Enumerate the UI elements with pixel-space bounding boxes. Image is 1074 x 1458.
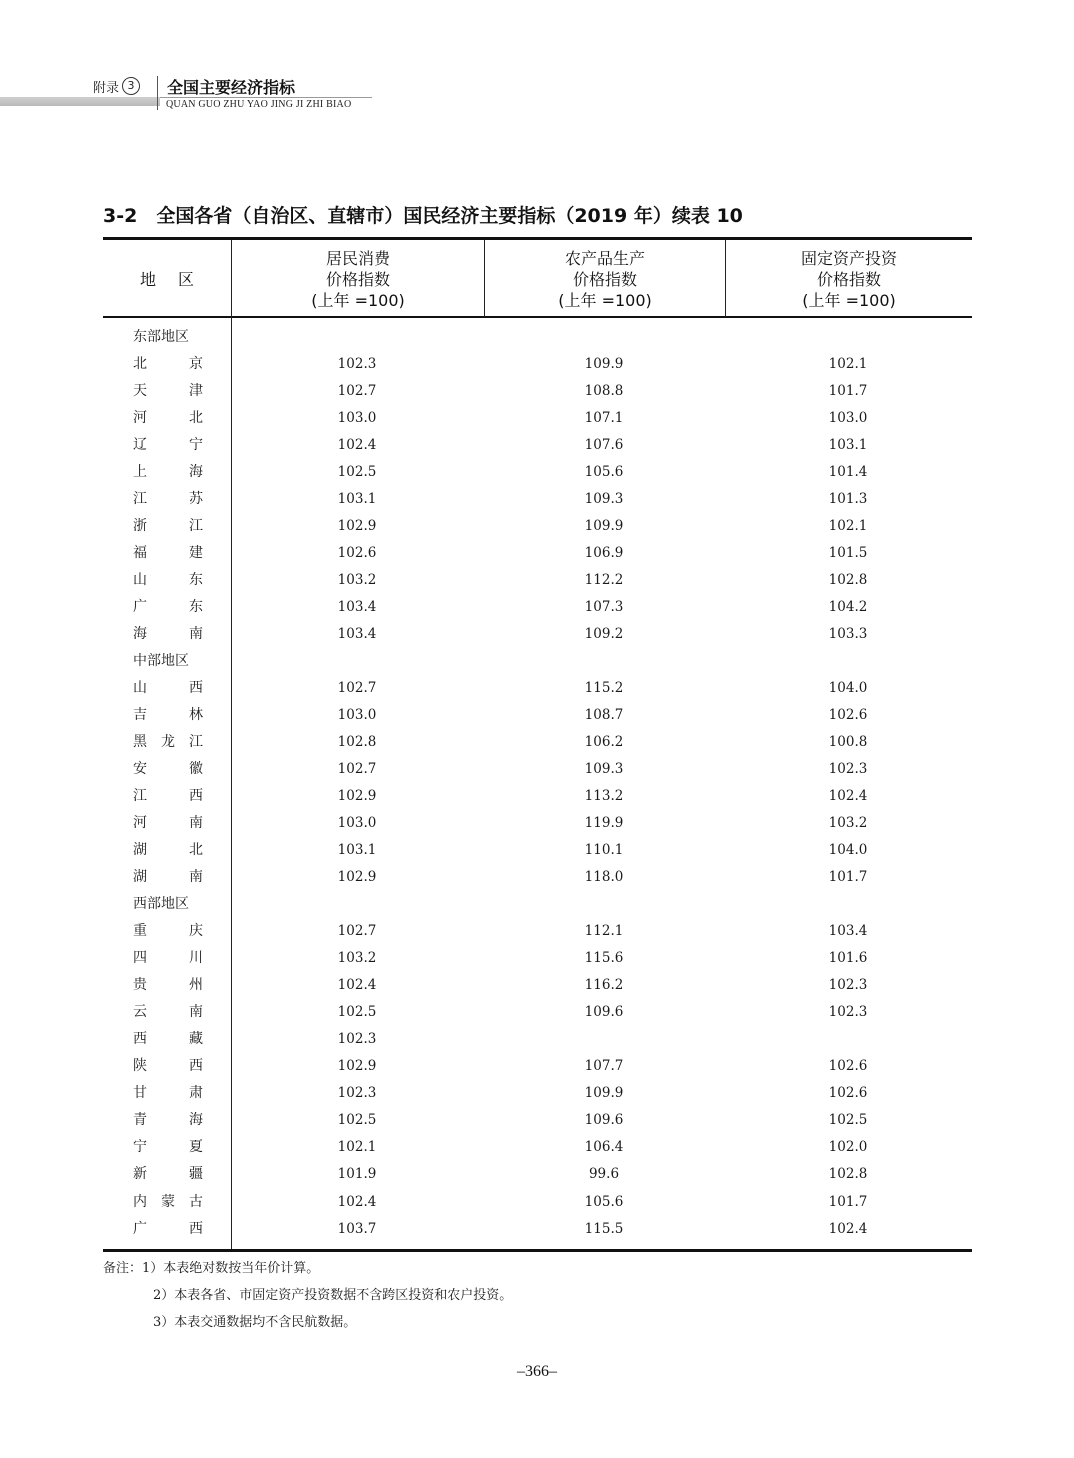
value-cell: 109.9	[584, 1085, 624, 1102]
value-cell: 118.0	[584, 869, 624, 886]
region-name-char: 海	[133, 626, 147, 643]
value-cell: 102.4	[828, 1220, 868, 1237]
table-row	[103, 810, 972, 837]
value-cell: 102.3	[337, 1085, 377, 1102]
region-name-char: 南	[189, 1004, 203, 1021]
table-row	[103, 486, 972, 513]
region-name-char: 内	[133, 1193, 147, 1210]
table-bottom-rule	[103, 1249, 972, 1252]
region-name	[133, 1107, 203, 1134]
running-header-title: 全国主要经济指标	[167, 78, 296, 97]
region-name-char: 上	[133, 464, 147, 481]
value-cell: 102.3	[828, 761, 868, 778]
value-cell: 103.1	[337, 842, 377, 859]
region-name-char: 中部地区	[133, 653, 189, 670]
region-name	[133, 351, 203, 378]
region-name	[133, 702, 203, 729]
note-line: 2）本表各省、市固定资产投资数据不含跨区投资和农户投资。	[153, 1288, 513, 1303]
region-name-char: 西	[189, 1058, 203, 1075]
region-name	[133, 621, 203, 648]
value-cell: 102.9	[337, 518, 377, 535]
region-name-char: 浙	[133, 518, 147, 535]
value-cell: 102.4	[337, 1193, 377, 1210]
table-top-rule	[103, 237, 972, 240]
region-name	[133, 810, 203, 837]
value-cell: 107.1	[584, 410, 624, 427]
table-title: 3-2 全国各省（自治区、直辖市）国民经济主要指标（2019 年）续表 10	[103, 205, 743, 227]
region-name-char: 天	[133, 383, 147, 400]
region-name	[133, 1026, 203, 1053]
region-name	[133, 648, 233, 675]
column-header-line: 农产品生产	[564, 248, 645, 268]
value-cell: 103.2	[337, 950, 377, 967]
column-header-line: (上年 =100)	[558, 290, 652, 310]
value-cell: 108.7	[584, 707, 624, 724]
region-name-char: 西	[189, 680, 203, 697]
region-name-char: 京	[189, 356, 203, 373]
region-name-char: 藏	[189, 1031, 203, 1048]
region-name	[133, 729, 203, 756]
value-cell: 109.9	[584, 356, 624, 373]
region-name-char: 古	[189, 1193, 203, 1210]
value-cell: 103.4	[337, 626, 377, 643]
value-cell: 101.7	[828, 1193, 868, 1210]
value-cell: 101.9	[337, 1166, 377, 1183]
table-row	[103, 540, 972, 567]
value-cell: 103.0	[337, 410, 377, 427]
table-group-row	[103, 648, 972, 675]
value-cell: 109.9	[584, 518, 624, 535]
value-cell: 102.5	[337, 464, 377, 481]
region-name-char: 蒙	[161, 1193, 175, 1210]
value-cell: 102.6	[337, 545, 377, 562]
region-name-char: 东	[189, 599, 203, 616]
appendix-tag-label: 附录	[93, 80, 120, 96]
region-name	[133, 540, 203, 567]
region-name	[133, 999, 203, 1026]
value-cell: 102.3	[828, 977, 868, 994]
region-name	[133, 378, 203, 405]
value-cell: 102.3	[337, 1031, 377, 1048]
value-cell: 102.6	[828, 707, 868, 724]
table-row	[103, 1161, 972, 1188]
table-group-row	[103, 324, 972, 351]
value-cell: 102.3	[828, 1004, 868, 1021]
value-cell: 101.7	[828, 869, 868, 886]
region-name-char: 津	[189, 383, 203, 400]
value-cell: 104.2	[828, 599, 868, 616]
column-header-line: 居民消费	[325, 248, 390, 268]
table-row	[103, 378, 972, 405]
region-name-char: 山	[133, 572, 147, 589]
table-notes	[103, 1255, 972, 1336]
value-cell: 113.2	[584, 788, 624, 805]
value-cell: 105.6	[584, 464, 624, 481]
region-name	[133, 972, 203, 999]
value-cell: 102.5	[337, 1112, 377, 1129]
region-name-char: 南	[189, 815, 203, 832]
value-cell: 100.8	[828, 734, 868, 751]
region-name	[133, 837, 203, 864]
header-decor-bar	[0, 97, 160, 106]
region-name-char: 肃	[189, 1085, 203, 1102]
region-name-char: 山	[133, 680, 147, 697]
table-body	[103, 324, 972, 1243]
column-header-cpi	[232, 245, 484, 313]
value-cell: 102.8	[828, 572, 868, 589]
table-row	[103, 1134, 972, 1161]
region-name	[133, 324, 233, 351]
region-name-char: 河	[133, 815, 147, 832]
region-name	[133, 513, 203, 540]
value-cell: 110.1	[584, 842, 624, 859]
table-row	[103, 351, 972, 378]
region-name	[133, 1189, 203, 1216]
page-number: –366–	[517, 1363, 557, 1380]
value-cell: 102.9	[337, 1058, 377, 1075]
region-name-char: 贵	[133, 977, 147, 994]
table-row	[103, 459, 972, 486]
region-name-char: 安	[133, 761, 147, 778]
value-cell: 103.2	[828, 815, 868, 832]
table-row	[103, 1026, 972, 1053]
region-name	[133, 459, 203, 486]
column-header-line: 价格指数	[816, 269, 881, 289]
value-cell: 106.2	[584, 734, 624, 751]
region-name	[133, 675, 203, 702]
value-cell: 102.1	[337, 1139, 377, 1156]
column-header-region	[103, 245, 231, 313]
region-name-char: 重	[133, 923, 147, 940]
appendix-number-badge: 3	[122, 77, 140, 95]
region-name-char: 江	[133, 788, 147, 805]
region-name	[133, 405, 203, 432]
region-name-char: 疆	[189, 1166, 203, 1183]
value-cell: 102.4	[337, 977, 377, 994]
table-row	[103, 756, 972, 783]
region-name-char: 林	[189, 707, 203, 724]
table-row	[103, 972, 972, 999]
region-name-char: 海	[189, 1112, 203, 1129]
value-cell: 115.6	[584, 950, 624, 967]
region-name-char: 广	[133, 1220, 147, 1237]
value-cell: 105.6	[584, 1193, 624, 1210]
value-cell: 101.6	[828, 950, 868, 967]
value-cell: 103.0	[337, 815, 377, 832]
value-cell: 102.7	[337, 761, 377, 778]
value-cell: 102.7	[337, 383, 377, 400]
region-name	[133, 567, 203, 594]
running-header-subtitle: QUAN GUO ZHU YAO JING JI ZHI BIAO	[166, 99, 352, 110]
region-name	[133, 1161, 203, 1188]
region-name-char: 广	[133, 599, 147, 616]
region-name-char: 州	[189, 977, 203, 994]
region-name-char: 建	[189, 545, 203, 562]
region-name-char: 云	[133, 1004, 147, 1021]
region-name-char: 龙	[161, 734, 175, 751]
region-name-char: 青	[133, 1112, 147, 1129]
region-name-char: 宁	[189, 437, 203, 454]
value-cell: 102.8	[828, 1166, 868, 1183]
table-row	[103, 1189, 972, 1216]
region-name-char: 西部地区	[133, 896, 189, 913]
table-row	[103, 945, 972, 972]
value-cell: 102.4	[337, 437, 377, 454]
region-name-char: 西	[189, 1220, 203, 1237]
region-name-char: 湖	[133, 869, 147, 886]
column-header-line: 地区	[139, 269, 216, 289]
region-name	[133, 756, 203, 783]
value-cell: 103.0	[828, 410, 868, 427]
value-cell: 102.9	[337, 869, 377, 886]
table-row	[103, 783, 972, 810]
value-cell: 107.7	[584, 1058, 624, 1075]
value-cell: 115.5	[584, 1220, 624, 1237]
region-name-char: 南	[189, 626, 203, 643]
header-separator	[157, 76, 158, 110]
value-cell: 103.3	[828, 626, 868, 643]
value-cell: 119.9	[584, 815, 624, 832]
table-row	[103, 675, 972, 702]
region-name-char: 宁	[133, 1139, 147, 1156]
region-name-char: 北	[189, 842, 203, 859]
note-line: 3）本表交通数据均不含民航数据。	[153, 1315, 357, 1330]
note-line: 备注：1）本表绝对数按当年价计算。	[103, 1261, 320, 1276]
region-name	[133, 945, 203, 972]
table-row	[103, 702, 972, 729]
region-name-char: 南	[189, 869, 203, 886]
value-cell: 106.4	[584, 1139, 624, 1156]
value-cell: 103.2	[337, 572, 377, 589]
table-row	[103, 513, 972, 540]
value-cell: 99.6	[588, 1166, 620, 1183]
value-cell: 102.1	[828, 356, 868, 373]
value-cell: 103.0	[337, 707, 377, 724]
region-name-char: 四	[133, 950, 147, 967]
region-name-char: 陕	[133, 1058, 147, 1075]
region-name	[133, 486, 203, 513]
value-cell: 102.7	[337, 923, 377, 940]
value-cell: 107.6	[584, 437, 624, 454]
value-cell: 103.7	[337, 1220, 377, 1237]
region-name-char: 夏	[189, 1139, 203, 1156]
value-cell: 109.2	[584, 626, 624, 643]
value-cell: 106.9	[584, 545, 624, 562]
table-row	[103, 1216, 972, 1243]
table-row	[103, 621, 972, 648]
appendix-tag	[93, 76, 140, 96]
table-row	[103, 1080, 972, 1107]
value-cell: 102.0	[828, 1139, 868, 1156]
table-row	[103, 999, 972, 1026]
value-cell: 108.8	[584, 383, 624, 400]
region-name-char: 东部地区	[133, 329, 189, 345]
region-name-char: 新	[133, 1166, 147, 1183]
table-row	[103, 432, 972, 459]
region-name-char: 苏	[189, 491, 203, 508]
value-cell: 101.7	[828, 383, 868, 400]
value-cell: 112.1	[584, 923, 624, 940]
table-row	[103, 918, 972, 945]
region-name-char: 湖	[133, 842, 147, 859]
value-cell: 102.1	[828, 518, 868, 535]
region-name-char: 徽	[189, 761, 203, 778]
region-name-char: 川	[189, 950, 203, 967]
value-cell: 103.4	[337, 599, 377, 616]
region-name-char: 福	[133, 545, 147, 562]
column-header-line: (上年 =100)	[311, 290, 405, 310]
value-cell: 103.4	[828, 923, 868, 940]
value-cell: 102.5	[828, 1112, 868, 1129]
value-cell: 109.6	[584, 1112, 624, 1129]
column-header-investment-price	[726, 245, 972, 313]
region-name-char: 江	[189, 734, 203, 751]
value-cell: 102.8	[337, 734, 377, 751]
region-name-char: 西	[133, 1031, 147, 1048]
region-name-char: 庆	[189, 923, 203, 940]
region-name	[133, 1080, 203, 1107]
value-cell: 101.5	[828, 545, 868, 562]
value-cell: 102.3	[337, 356, 377, 373]
region-name-char: 河	[133, 410, 147, 427]
table-row	[103, 567, 972, 594]
table-row	[103, 405, 972, 432]
value-cell: 102.9	[337, 788, 377, 805]
region-name-char: 甘	[133, 1085, 147, 1102]
value-cell: 102.6	[828, 1058, 868, 1075]
value-cell: 109.6	[584, 1004, 624, 1021]
value-cell: 112.2	[584, 572, 624, 589]
region-name-char: 黑	[133, 734, 147, 751]
region-name	[133, 594, 203, 621]
value-cell: 102.5	[337, 1004, 377, 1021]
region-name-char: 辽	[133, 437, 147, 454]
value-cell: 103.1	[828, 437, 868, 454]
table-row	[103, 864, 972, 891]
region-name-char: 吉	[133, 707, 147, 724]
table-row	[103, 729, 972, 756]
region-name	[133, 918, 203, 945]
value-cell: 109.3	[584, 761, 624, 778]
value-cell: 102.4	[828, 788, 868, 805]
column-header-line: 固定资产投资	[800, 248, 897, 268]
column-header-agri-price	[485, 245, 725, 313]
region-name-char: 西	[189, 788, 203, 805]
region-name-char: 江	[133, 491, 147, 508]
region-name	[133, 891, 233, 918]
region-name	[133, 864, 203, 891]
table-row	[103, 1053, 972, 1080]
region-name	[133, 1134, 203, 1161]
region-name-char: 北	[189, 410, 203, 427]
value-cell: 102.6	[828, 1085, 868, 1102]
value-cell: 107.3	[584, 599, 624, 616]
value-cell: 101.3	[828, 491, 868, 508]
region-name-char: 北	[133, 356, 147, 373]
value-cell: 103.1	[337, 491, 377, 508]
value-cell: 104.0	[828, 680, 868, 697]
table-header-rule	[103, 316, 972, 318]
region-name-char: 海	[189, 464, 203, 481]
table-row	[103, 594, 972, 621]
column-header-line: 价格指数	[325, 269, 390, 289]
region-name	[133, 1053, 203, 1080]
region-name	[133, 783, 203, 810]
value-cell: 115.2	[584, 680, 624, 697]
region-name-char: 江	[189, 518, 203, 535]
table-group-row	[103, 891, 972, 918]
value-cell: 116.2	[584, 977, 624, 994]
region-name-char: 东	[189, 572, 203, 589]
column-header-line: 价格指数	[572, 269, 637, 289]
value-cell: 101.4	[828, 464, 868, 481]
column-header-line: (上年 =100)	[802, 290, 896, 310]
value-cell: 102.7	[337, 680, 377, 697]
value-cell: 104.0	[828, 842, 868, 859]
region-name	[133, 432, 203, 459]
table-row	[103, 1107, 972, 1134]
region-name	[133, 1216, 203, 1243]
table-row	[103, 837, 972, 864]
value-cell: 109.3	[584, 491, 624, 508]
